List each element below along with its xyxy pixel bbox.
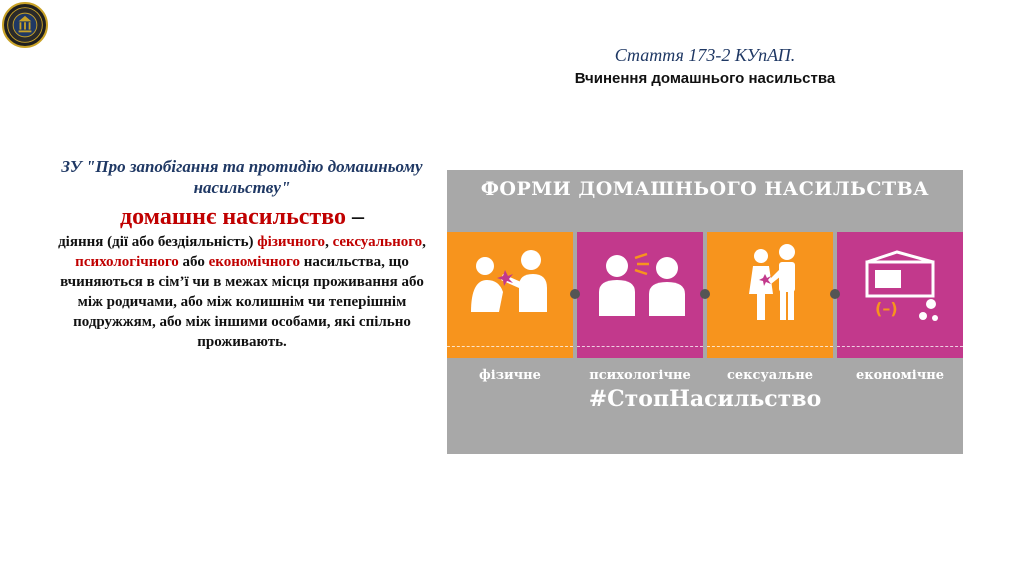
panel-connector-dot [570,289,580,299]
panel-economic [837,232,963,383]
panel-label-physical: фізичне [479,368,541,383]
def-comma-2: , [422,234,426,250]
article-subtitle: Вчинення домашнього насильства [574,70,836,87]
article-title: Стаття 173-2 КУпАП. [614,45,796,65]
definition-text [48,232,436,352]
panel-sexual [707,232,833,383]
term-text: домашнє насильство [119,204,347,230]
violence-forms-infographic [447,170,963,454]
def-comma-1: , [325,234,329,250]
def-economic: економічного [208,254,300,270]
term-dash: – [346,204,365,230]
sexual-violence-icon [707,240,833,326]
panel-divider [447,346,573,347]
panel-divider [837,346,963,347]
def-rest: насильства, що вчиняються в сім’ї чи в межах місця проживання або між родичами, або між колишнім чи теперішнім подружжям, або між іншими особами, які спільно проживають. [60,254,424,350]
def-psychological: психологічного [75,254,179,270]
panel-psychological [577,232,703,383]
svg-text:(–): (–) [875,299,898,318]
academy-logo [2,2,48,48]
panels-row [447,232,963,383]
panel-label-economic: економічне [855,368,945,383]
panel-label-psychological: психологічне [589,368,691,383]
definition-block [48,156,436,352]
def-physical: фізичного [257,234,326,250]
definition-term [48,202,436,232]
law-name: ЗУ "Про запобігання та протидію домашньому насильству" [61,157,423,197]
panel-connector-dot [830,289,840,299]
def-sexual: сексуального [332,234,423,250]
stop-violence-hashtag: #СтопНасильство [588,386,822,412]
physical-violence-icon [447,240,573,326]
psychological-violence-icon [577,240,703,326]
panel-divider [707,346,833,347]
def-abo: або [178,254,205,270]
panel-connector-dot [700,289,710,299]
infographic-title: ФОРМИ ДОМАШНЬОГО НАСИЛЬСТВА [480,178,930,200]
slide-heading [470,44,940,90]
panel-physical [447,232,573,383]
def-part-1: діяння (дії або бездіяльність) [58,234,258,250]
panel-label-sexual: сексуальне [726,368,813,383]
economic-violence-icon [837,240,963,326]
panel-divider [577,346,703,347]
